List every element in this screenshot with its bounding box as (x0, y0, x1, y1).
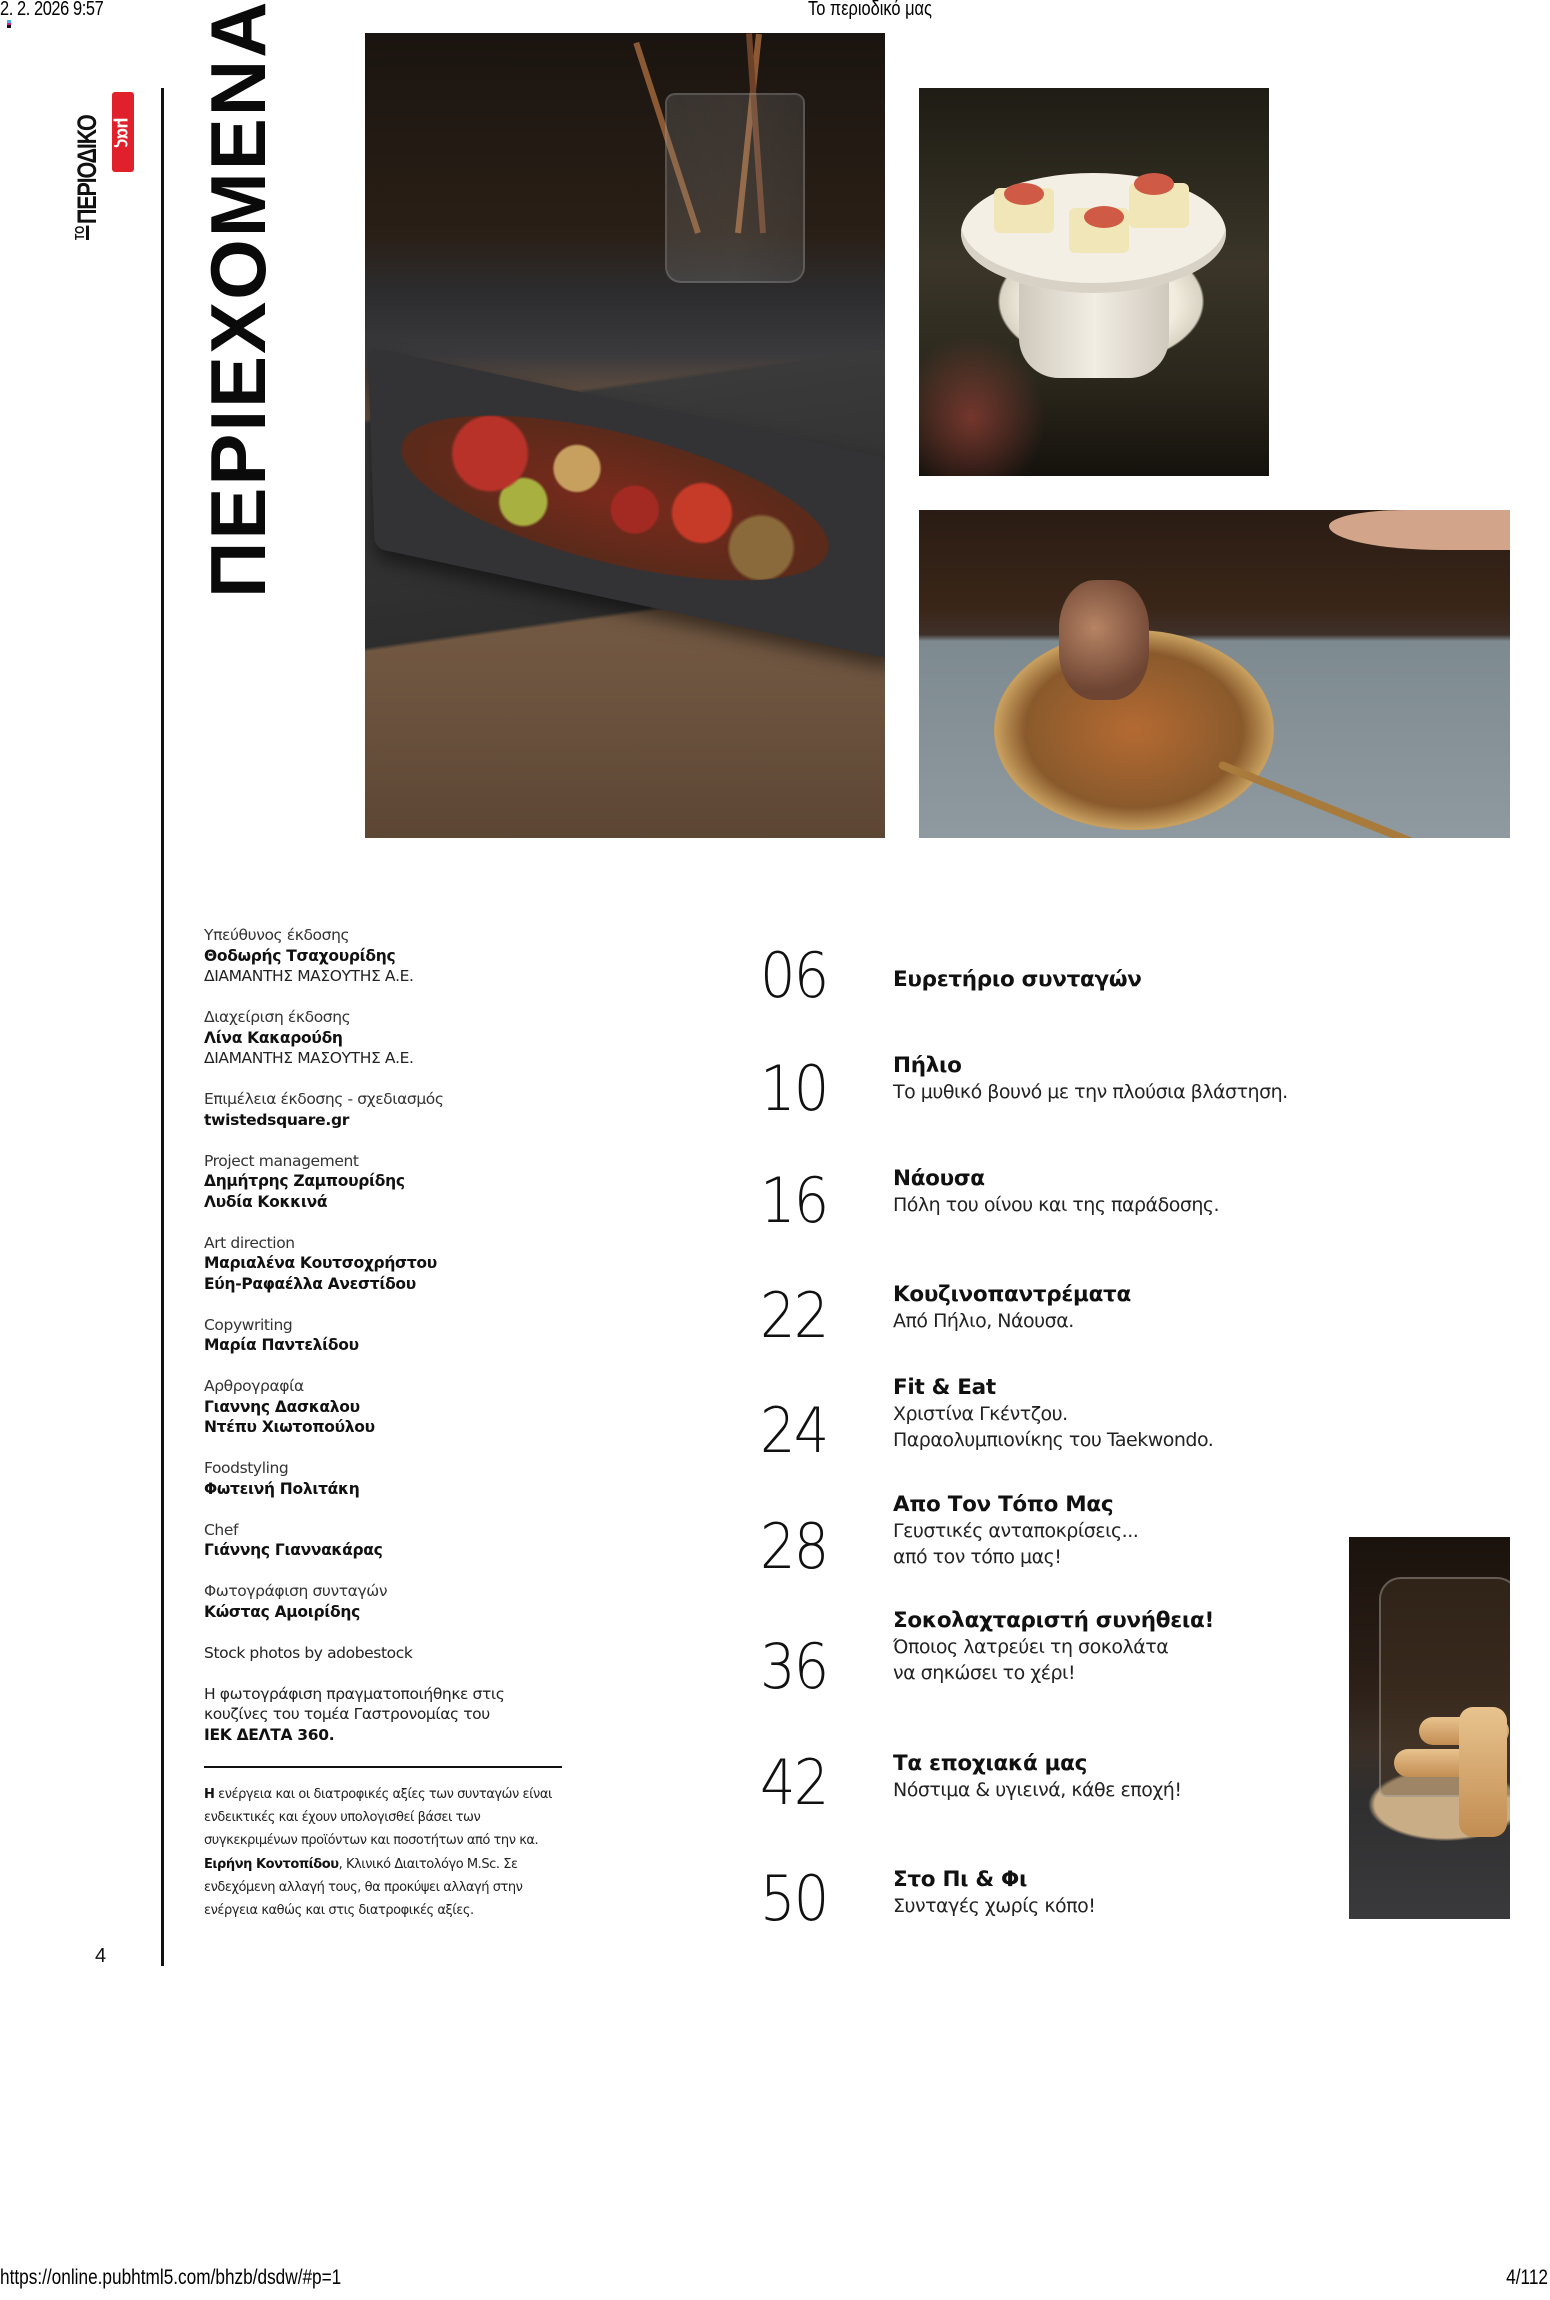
main-food-photo (365, 33, 885, 838)
toc-subtitle: Συνταγές χωρίς κόπο! (893, 1895, 1096, 1917)
section-title: ΠΕΡΙΕΧΟΜΕΝΑ (194, 0, 282, 598)
toc-page-number: 10 (760, 1052, 828, 1125)
print-header-datetime: 2. 2. 2026 9:57 (0, 0, 104, 20)
logo-main: ΠΕΡΙΟΔΙΚΟ (72, 115, 102, 225)
credit-block: Art direction Μαριαλένα Κουτσοχρήστου Εύη-Ραφαέλλα Ανεστίδου (204, 1233, 437, 1293)
toc-subtitle: Παραολυμπιονίκης του Taekwondo. (893, 1429, 1214, 1451)
logo-accent: μας (112, 92, 134, 172)
toc-page-number: 36 (760, 1630, 828, 1703)
lamb-dish-photo (919, 510, 1510, 838)
toc-subtitle: Νόστιμα & υγιεινά, κάθε εποχή! (893, 1779, 1182, 1801)
print-footer-url: https://online.pubhtml5.com/bhzb/dsdw/#p=1 (0, 2266, 342, 2289)
credit-block: Αρθρογραφία Γιαννης Δασκαλου Ντέπυ Χιωτοπούλου (204, 1377, 375, 1436)
toc-page-number: 06 (760, 939, 828, 1012)
photo-location-note: Η φωτογράφιση πραγματοποιήθηκε στις κουζίνες του τομέα Γαστρονομίας του ΙΕΚ ΔΕΛΤΑ 360. (204, 1684, 505, 1744)
magazine-logo (74, 84, 100, 240)
toc-title: Σοκολαχταριστή συνήθεια! (893, 1608, 1214, 1633)
credit-block: Επιμέλεια έκδοσης - σχεδιασμός twistedsquare.gr (204, 1090, 444, 1129)
toc-subtitle: Χριστίνα Γκέντζου. (893, 1403, 1068, 1425)
toc-subtitle: Από Πήλιο, Νάουσα. (893, 1310, 1074, 1332)
color-registration-marker (7, 20, 11, 28)
toc-title: Τα εποχιακά μας (893, 1751, 1088, 1776)
toc-page-number: 42 (760, 1746, 828, 1819)
page-number: 4 (95, 1945, 107, 1967)
toc-subtitle: Το μυθικό βουνό με την πλούσια βλάστηση. (893, 1081, 1288, 1103)
nutrition-disclaimer: Η ενέργεια και οι διατροφικές αξίες των συνταγών είναι ενδεικτικές και έχουν υπολογισθεί βάσει των συγκεκριμένων προϊόντων και ποσοτήτων από την κα. Ειρήνη Κοντοπίδου, Κλινικό Διαιτολόγο M.Sc. Σε ενδεχόμενη αλλαγή τους, θα προκύψει αλλαγή στην ενέργεια καθώς και στις διατροφικές αξίες. (204, 1787, 552, 1919)
print-header-title: Το περιοδικό μας (808, 0, 932, 20)
toc-title: Στο Πι & Φι (893, 1867, 1028, 1892)
toc-page-number: 28 (760, 1510, 828, 1583)
dessert-photo (1349, 1537, 1510, 1919)
toc-title: Νάουσα (893, 1166, 985, 1191)
credit-block: Project management Δημήτρης Ζαμπουρίδης Λυδία Κοκκινά (204, 1151, 405, 1211)
credit-block: Φωτογράφιση συνταγών Κώστας Αμοιρίδης (204, 1582, 388, 1621)
toc-page-number: 16 (760, 1164, 828, 1237)
toc-subtitle: από τον τόπο μας! (893, 1546, 1062, 1568)
glass-jar (665, 93, 805, 283)
logo-prefix: ΤΟ (72, 225, 87, 240)
appetizers-photo (919, 88, 1269, 476)
toc-title: Πήλιο (893, 1053, 962, 1078)
credit-block: Copywriting Μαρία Παντελίδου (204, 1315, 359, 1354)
credit-block: Chef Γιάννης Γιαννακάρας (204, 1520, 383, 1559)
toc-page-number: 22 (760, 1279, 828, 1352)
toc-title: Απο Τον Τόπο Μας (893, 1492, 1114, 1517)
credit-block: Διαχείριση έκδοσης Λίνα Κακαρούδη ΔΙΑΜΑΝΤΗΣ ΜΑΣΟΥΤΗΣ Α.Ε. (204, 1008, 414, 1067)
credit-block: Foodstyling Φωτεινή Πολιτάκη (204, 1459, 360, 1498)
toc-title: Ευρετήριο συνταγών (893, 967, 1142, 992)
credits-column (204, 925, 564, 1766)
toc-page-number: 50 (760, 1862, 828, 1935)
toc-page-number: 24 (760, 1394, 828, 1467)
credits-divider (204, 1766, 562, 1768)
toc-subtitle: Γευστικές ανταποκρίσεις... (893, 1520, 1139, 1542)
vertical-divider (161, 88, 164, 1966)
stock-photos-credit: Stock photos by adobestock (204, 1643, 413, 1662)
credit-block: Υπεύθυνος έκδοσης Θοδωρής Τσαχουρίδης ΔΙΑΜΑΝΤΗΣ ΜΑΣΟΥΤΗΣ Α.Ε. (204, 926, 414, 985)
toc-subtitle: να σηκώσει το χέρι! (893, 1662, 1076, 1684)
toc-title: Κουζινοπαντρέματα (893, 1282, 1131, 1307)
print-footer-page-count: 4/112 (1506, 2266, 1548, 2289)
toc-subtitle: Όποιος λατρεύει τη σοκολάτα (893, 1636, 1169, 1658)
toc-subtitle: Πόλη του οίνου και της παράδοσης. (893, 1194, 1220, 1216)
toc-title: Fit & Eat (893, 1375, 996, 1400)
